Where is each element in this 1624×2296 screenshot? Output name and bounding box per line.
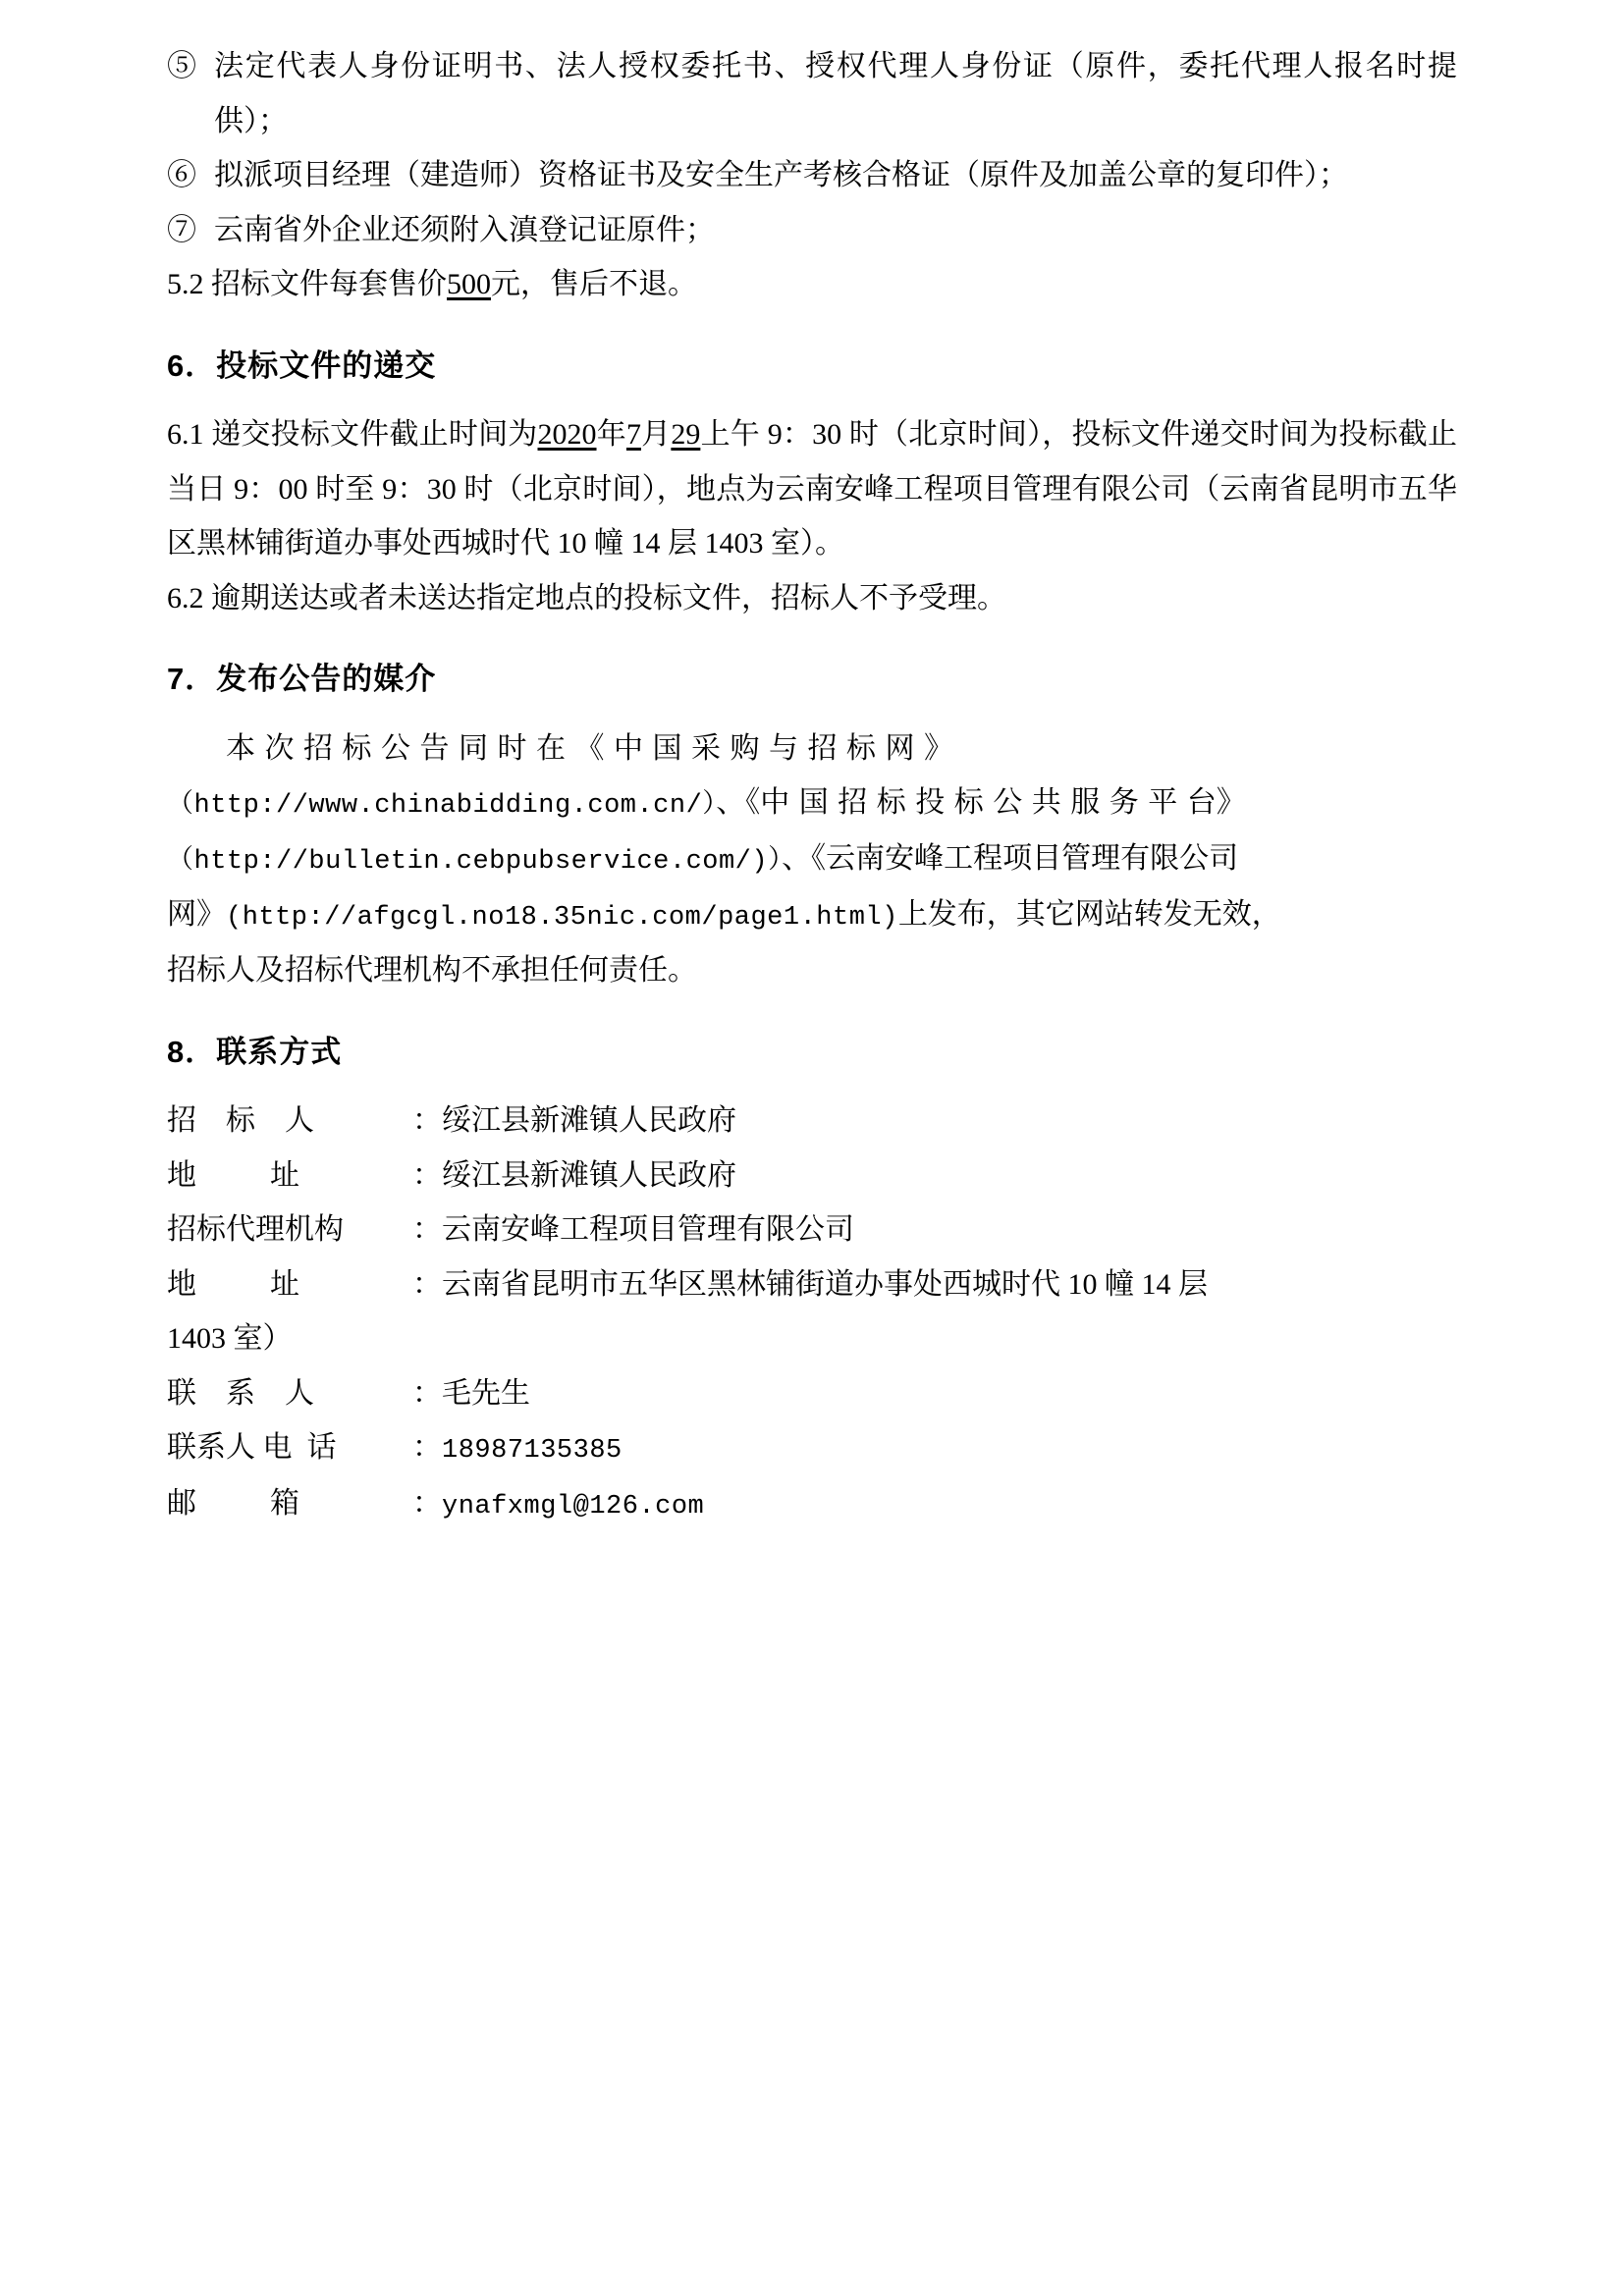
list-marker-6: ⑥: [167, 159, 196, 191]
contact-value: 云南省昆明市五华区黑林铺街道办事处西城时代 10 幢 14 层: [442, 1267, 1208, 1301]
contact-separator: ：: [412, 1104, 442, 1138]
contact-separator: ：: [412, 1431, 442, 1465]
clause-5-2-prefix: 5.2 招标文件每套售价: [167, 268, 447, 300]
media-line-2-rest: 、《中 国 招 标 投 标 公 共 服 务 平 台》: [716, 786, 1246, 820]
contact-row-tenderee-address: [167, 1148, 1457, 1203]
deadline-year: 2020: [537, 418, 597, 452]
contact-phone-value: 18987135385: [442, 1436, 623, 1467]
media-line-4-prefix: 网》: [167, 898, 226, 932]
contact-separator: ：: [412, 1267, 442, 1301]
list-item: [167, 148, 1457, 203]
contact-separator: ：: [412, 1158, 442, 1192]
contact-row-agency: [167, 1202, 1457, 1257]
clause-6-2: 6.2 逾期送达或者未送达指定地点的投标文件，招标人不予受理。: [167, 581, 1006, 614]
list-item: [167, 203, 1457, 258]
contact-separator: ：: [412, 1376, 442, 1410]
contact-value: 绥江县新滩镇人民政府: [442, 1158, 736, 1192]
deadline-day: 29: [671, 418, 701, 452]
clause-5-2: [167, 257, 1457, 312]
document-price-value: 500: [447, 268, 491, 300]
contact-value: 毛先生: [442, 1376, 530, 1410]
document-body: [167, 39, 1457, 1532]
section-heading-7: 7．发布公告的媒介: [167, 662, 437, 697]
media-announcement-line-3: [167, 831, 1457, 887]
afgcgl-url: (http://afgcgl.no18.35nic.com/page1.html): [226, 903, 898, 934]
deadline-month: 7: [625, 418, 641, 452]
chinabidding-url: （http://www.chinabidding.com.cn/）: [167, 791, 717, 822]
section-heading-8: 8．联系方式: [167, 1034, 343, 1069]
contact-separator: ：: [412, 1213, 442, 1247]
media-line-4-rest: 上发布，其它网站转发无效，: [897, 898, 1281, 932]
agency-address-continuation: 1403 室）: [167, 1322, 293, 1356]
contact-row-agency-address: [167, 1257, 1457, 1312]
section-heading-6: 6．投标文件的递交: [167, 347, 437, 383]
deadline-year-unit: 年: [596, 418, 626, 452]
contact-row-email: [167, 1476, 1457, 1532]
contact-label: 邮 箱: [167, 1487, 299, 1521]
list-marker-5: ⑤: [167, 50, 196, 82]
list-item-text: 法定代表人身份证明书、法人授权委托书、授权代理人身份证（原件，委托代理人报名时提供）；: [214, 50, 1457, 137]
contact-label: 联 系 人: [167, 1376, 314, 1410]
clause-6-1-prefix: 6.1 递交投标文件截止时间为: [167, 418, 538, 452]
contact-value: 绥江县新滩镇人民政府: [442, 1104, 736, 1138]
contact-email-value: ynafxmgl@126.com: [442, 1492, 705, 1522]
contact-value: 云南安峰工程项目管理有限公司: [442, 1213, 854, 1247]
cebpubservice-url: （http://bulletin.cebpubservice.com/)）: [167, 847, 783, 878]
contact-row-tenderee: [167, 1094, 1457, 1148]
contact-separator: ：: [412, 1487, 442, 1521]
list-item-text: 云南省外企业还须附入滇登记证原件；: [214, 213, 715, 246]
clause-5-2-suffix: 元，售后不退。: [491, 268, 697, 300]
contact-label: 地 址: [167, 1158, 299, 1192]
contact-row-phone: [167, 1420, 1457, 1476]
clause-6-1-suffix: 上午 9：30 时（北京时间），投标文件递交时间为投标截止当日 9：00 时至 9：30 时（北京时间），地点为云南安峰工程项目管理有限公司（云南省昆明市五华区黑林铺街道办事处西城时代 10 幢 14 层 1403 室）。: [167, 418, 1458, 561]
list-marker-7: ⑦: [167, 213, 196, 246]
contact-row-person: [167, 1366, 1457, 1421]
media-line-3-rest: 、《云南安峰工程项目管理有限公司: [782, 842, 1239, 876]
media-announcement-line-5: 招标人及招标代理机构不承担任何责任。: [167, 954, 697, 987]
contact-label: 地 址: [167, 1267, 299, 1301]
list-item: [167, 39, 1457, 148]
contact-label: 招 标 人: [167, 1104, 314, 1138]
contact-label: 联系人 电 话: [167, 1431, 337, 1465]
contact-label: 招标代理机构: [167, 1213, 344, 1247]
list-item-text: 拟派项目经理（建造师）资格证书及安全生产考核合格证（原件及加盖公章的复印件）；: [214, 159, 1348, 191]
clause-6-1: [167, 407, 1457, 571]
media-announcement-line-1: 本 次 招 标 公 告 同 时 在 《 中 国 采 购 与 招 标 网 》: [226, 731, 953, 765]
media-announcement-line-2: [167, 775, 1457, 831]
deadline-month-unit: 月: [640, 418, 672, 452]
media-announcement-line-4: [167, 887, 1457, 943]
